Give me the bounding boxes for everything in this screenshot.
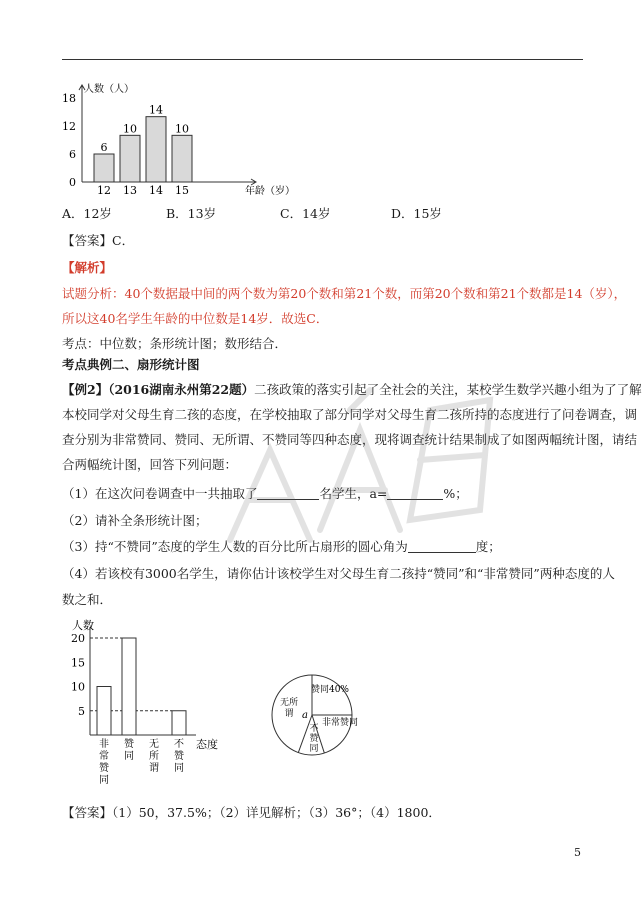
section-title: 考点典例二、扇形统计图 — [62, 357, 200, 372]
y-tick-label: 0 — [69, 176, 76, 189]
question-4: （4）若该校有3000名学生，请你估计该校学生对父母生育二孩持“赞同”和“非常赞同”两种态度的人 — [62, 566, 615, 581]
x-tick-char: 同 — [99, 775, 109, 786]
question-1-part-a: （1）在这次问卷调查中一共抽取了 — [62, 486, 258, 501]
x-tick-char: 所 — [149, 751, 159, 762]
analysis-line-2: 所以这40名学生年龄的中位数是14岁．故选C． — [62, 311, 329, 326]
answer-1: 【答案】C． — [62, 233, 135, 248]
option-b: B．13岁 — [166, 206, 217, 221]
question-1-part-b: 名学生，a= — [319, 486, 388, 501]
keypoints: 考点：中位数；条形统计图；数形结合． — [62, 336, 288, 351]
x-tick-char: 常 — [99, 751, 109, 762]
bar-value-label: 6 — [100, 141, 108, 154]
answer-blank-a — [387, 487, 443, 500]
age-bar-chart — [55, 78, 295, 197]
option-c: C．14岁 — [280, 206, 331, 221]
y-tick-label: 18 — [62, 92, 76, 105]
question-1 — [62, 484, 468, 502]
example-tag: 【例2】（2016湖南永州第22题） — [62, 382, 255, 397]
y-tick-label: 5 — [78, 704, 85, 718]
option-a: A．12岁 — [62, 206, 112, 221]
analysis-title: 【解析】 — [62, 260, 113, 275]
y-tick-label: 10 — [71, 680, 85, 694]
x-tick-label: 15 — [175, 184, 189, 197]
pie-label: 无所 — [279, 698, 299, 708]
question-3-part-b: 度； — [475, 539, 501, 554]
pie-label: 非常赞同 — [321, 718, 359, 728]
bar — [172, 711, 186, 735]
bar-value-label: 14 — [149, 103, 163, 117]
x-tick-label: 12 — [97, 184, 111, 197]
bar — [120, 135, 140, 182]
x-tick-char: 无 — [149, 739, 159, 750]
x-tick-char: 同 — [124, 751, 134, 762]
bar-value-label: 10 — [123, 122, 137, 136]
page-number: 5 — [574, 846, 581, 859]
x-tick-label: 14 — [149, 184, 163, 197]
pie-label-char: 同 — [309, 744, 319, 754]
attitude-pie-chart — [265, 660, 375, 770]
x-axis-label: 年龄（岁） — [245, 186, 295, 197]
x-tick-char: 同 — [174, 763, 184, 774]
answer-blank-count — [257, 487, 319, 500]
question-1-part-c: %； — [443, 486, 468, 501]
example-line-3: 查分别为非常赞同、赞同、无所谓、不赞同等四种态度，现将调查统计结果制成了如图两幅统计图，请结 — [62, 432, 638, 447]
x-tick-char: 不 — [174, 739, 184, 750]
example-line-1-text: 二孩政策的落实引起了全社会的关注，某校学生数学兴趣小组为了了解 — [254, 382, 642, 397]
y-axis-label: 人数 — [72, 619, 94, 632]
x-tick-char: 赞 — [124, 739, 134, 750]
question-3 — [62, 537, 501, 555]
x-tick-char: 赞 — [99, 763, 109, 774]
bar — [172, 135, 192, 182]
option-d: D．15岁 — [391, 206, 442, 221]
y-tick-label: 6 — [69, 148, 76, 161]
x-tick-char: 非 — [99, 739, 109, 750]
x-tick-label: 13 — [123, 184, 137, 197]
pie-label-char: 赞 — [309, 734, 319, 744]
header-rule — [62, 59, 583, 60]
bar — [94, 154, 114, 182]
y-axis-label: 人数（人） — [84, 84, 134, 95]
x-tick-char: 谓 — [149, 763, 159, 774]
question-3-part-a: （3）持“不赞同”态度的学生人数的百分比所占扇形的圆心角为 — [62, 539, 408, 554]
attitude-bar-chart — [68, 615, 258, 785]
pie-label: 赞同40% — [310, 685, 350, 695]
analysis-line-1: 试题分析：40个数据最中间的两个数为第20个数和第21个数，而第20个数和第21个数都是14（岁）， — [62, 286, 627, 301]
pie-label: 谓 — [284, 709, 294, 719]
x-axis-label: 态度 — [196, 738, 218, 751]
example-line-2: 本校同学对父母生育二孩的态度，在学校抽取了部分同学对父母生育二孩所持的态度进行了问卷调查，调 — [62, 407, 638, 422]
y-tick-label: 20 — [71, 632, 85, 645]
bar — [146, 117, 166, 182]
example-line-1 — [62, 380, 642, 398]
answer-2: 【答案】（1）50，37.5%；（2）详见解析；（3）36°；（4）1800． — [62, 805, 441, 820]
question-4-cont: 数之和． — [62, 592, 113, 607]
x-tick-char: 赞 — [174, 751, 184, 762]
pie-label-char: 不 — [309, 724, 319, 734]
bar-value-label: 10 — [175, 122, 189, 136]
bar — [97, 687, 111, 736]
example-line-4: 合两幅统计图，回答下列问题： — [62, 457, 238, 472]
bar — [122, 638, 136, 735]
y-tick-label: 15 — [71, 656, 85, 670]
pie-center-label: a — [302, 710, 308, 721]
y-tick-label: 12 — [62, 120, 76, 133]
answer-blank-angle — [408, 540, 476, 553]
question-2: （2）请补全条形统计图； — [62, 513, 208, 528]
